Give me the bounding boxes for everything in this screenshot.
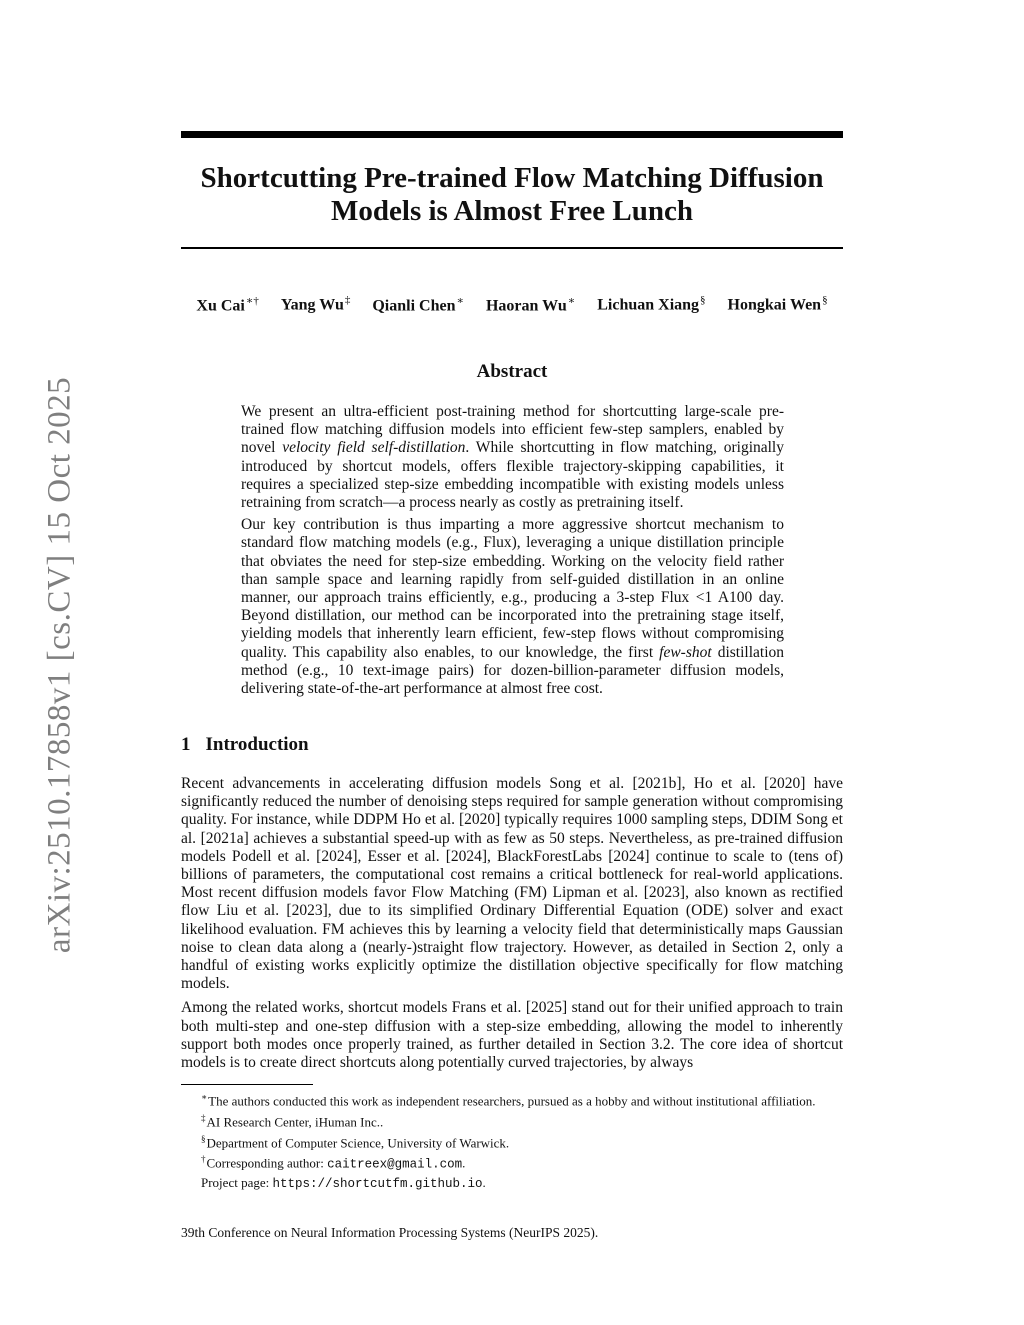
abstract-paragraph: Our key contribution is thus imparting a more aggressive shortcut mechanism to standard flow matching models (e.g., Flux), leveraging a unique distillation principle that obviates the need for step-size embedding. Working on the velocity field rather than sample space and learning rapidly from self-guided distillation in an online manner, our approach trains efficiently, e.g., producing a 3-step Flux <1 A100 day. Beyond distillation, our method can be incorporated into the pretraining stage itself, yielding models that inherently learn efficient, few-step flows without compromising quality. This capability also enables, to our knowledge, the first few-shot distillation method (e.g., 10 text-image pairs) for dozen-billion-parameter diffusion models, delivering state-of-the-art performance at almost free cost. [241,516,784,698]
author: Qianli Chen∗ [372,295,464,315]
author-list [150,294,874,315]
footnote: §Department of Computer Science, University of Warwick. [201,1133,510,1150]
abstract-heading: Abstract [476,361,548,382]
author: Haoran Wu∗ [485,295,576,315]
footnotes [181,1089,843,1194]
author: Yang Wu‡ [280,294,351,314]
abstract-body [241,403,784,702]
body-paragraph: Among the related works, shortcut models Frans et al. [2025] stand out for their unified approach to train both multi-step and one-step diffusion with a step-size embedding, allowing the model to inherently support both modes once properly trained, as further detailed in Section 3.2. The core idea of shortcut models is to create direct shortcuts along potentially curved trajectories, by always [181,999,843,1072]
footnote: ∗The authors conducted this work as independent researchers, pursued as a hobby and without institutional affiliation. [201,1092,816,1109]
paper-title: Shortcutting Pre-trained Flow Matching Diffusion Models is Almost Free Lunch [200,162,824,227]
introduction-body [181,775,843,1078]
title-bottom-rule [181,247,843,249]
section-heading-introduction: 1 Introduction [181,734,309,755]
abstract-paragraph: We present an ultra-efficient post-training method for shortcutting large-scale pre-trained flow matching diffusion models into efficient few-step samplers, enabled by novel velocity field self-distillation. While shortcutting in flow matching, originally introduced by shortcut models, offers flexible trajectory-skipping capabilities, it requires a specialized step-size embedding incompatible with existing models unless retraining from scratch—a process nearly as costly as pretraining itself. [241,403,784,512]
project-page-link[interactable]: https://shortcutfm.github.io [272,1177,483,1192]
author: Xu Cai∗† [196,295,259,315]
email-link[interactable]: caitreex@gmail.com [327,1157,463,1172]
author: Lichuan Xiang§ [597,294,706,314]
author: Hongkai Wen§ [727,294,828,314]
body-paragraph: Recent advancements in accelerating diffusion models Song et al. [2021b], Ho et al. [2020] have significantly reduced the number of denoising steps required for sample generation without compromising quality. For instance, while DDPM Ho et al. [2020] typically requires 1000 sampling steps, DDIM Song et al. [2021a] achieves a substantial speed-up with as few as 50 steps. Nevertheless, as pre-trained diffusion models Podell et al. [2024], Esser et al. [2024], BlackForestLabs [2024] continue to scale to (tens of) billions of parameters, the computational cost remains a critical bottleneck for real-world applications. Most recent diffusion models favor Flow Matching (FM) Lipman et al. [2023], also known as rectified flow Liu et al. [2023], due to its simplified Ordinary Differential Equation (ODE) solver and exact likelihood evaluation. FM achieves this by learning a velocity field that deterministically maps Gaussian noise to clean data along a (nearly-)straight flow trajectory. However, as detailed in Section 2, only a handful of existing works explicitly optimize the distillation objective specifically for flow matching models. [181,775,843,993]
conference-note: 39th Conference on Neural Information Processing Systems (NeurIPS 2025). [181,1225,599,1240]
footnote: Project page: https://shortcutfm.github.io. [201,1175,486,1192]
footnote: ‡AI Research Center, iHuman Inc.. [201,1112,384,1130]
title-top-rule [181,131,843,138]
arxiv-identifier: arXiv:2510.17858v1 [cs.CV] 15 Oct 2025 [41,376,78,954]
footnote: †Corresponding author: caitreex@gmail.com. [201,1154,466,1172]
footnote-rule [181,1084,313,1085]
